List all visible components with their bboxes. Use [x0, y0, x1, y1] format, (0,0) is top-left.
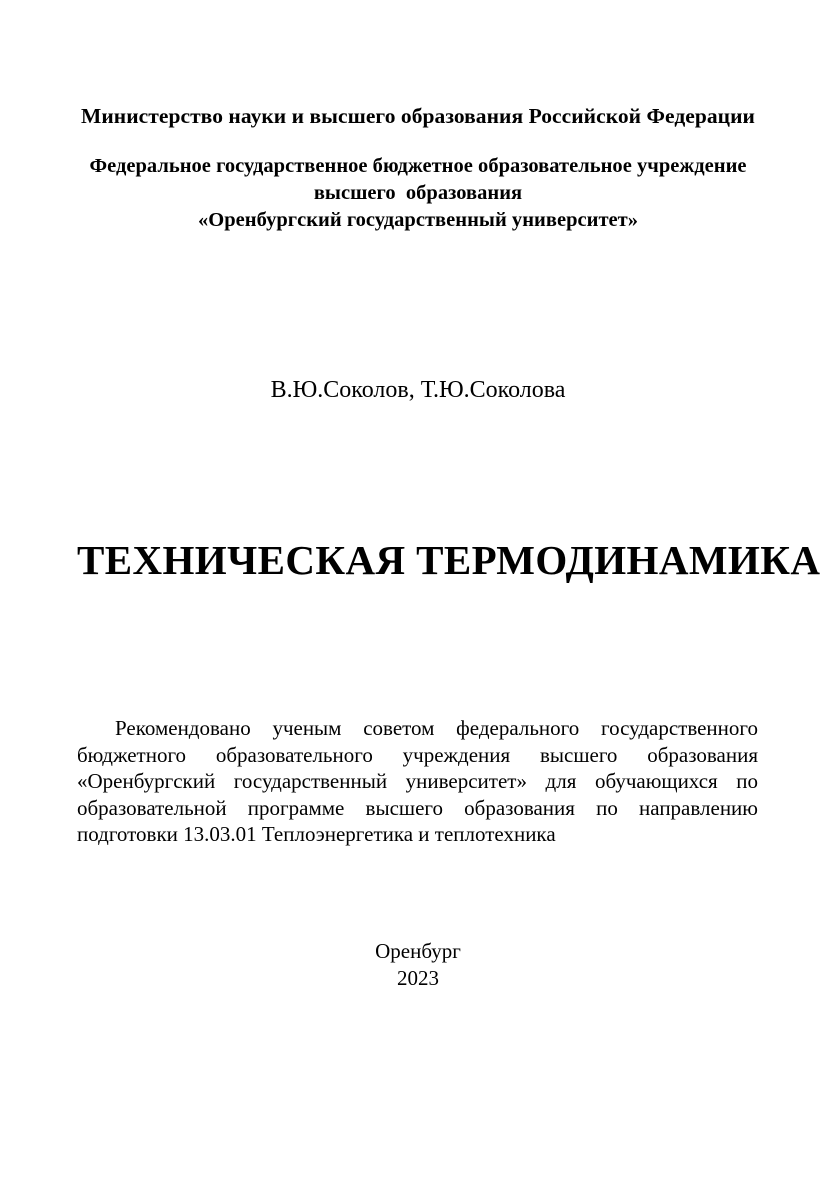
authors-line: В.Ю.Соколов, Т.Ю.Соколова [270, 377, 566, 403]
header-block [77, 104, 759, 234]
institution-line-2: высшего образования [313, 181, 523, 204]
institution-line-3: «Оренбургский государственный университет» [197, 208, 639, 231]
institution-line-1: Федеральное государственное бюджетное образовательное учреждение [89, 154, 747, 177]
imprint-block [77, 938, 759, 992]
imprint-city: Оренбург [375, 939, 461, 963]
imprint-year: 2023 [397, 965, 439, 990]
ministry-line: Министерство науки и высшего образования Российской Федерации [81, 104, 755, 128]
page-title: ТЕХНИЧЕСКАЯ ТЕРМОДИНАМИКА [77, 537, 821, 584]
institution-block [77, 153, 759, 234]
recommendation-paragraph: Рекомендовано ученым советом федерального государственного бюджетного образовательного учреждения высшего образования «Оренбургский государственный университет» для обучающихся по образовательной программе высшего образования по направлению подготовки 13.03.01 Теплоэнергетика и теплотехника [77, 716, 758, 847]
